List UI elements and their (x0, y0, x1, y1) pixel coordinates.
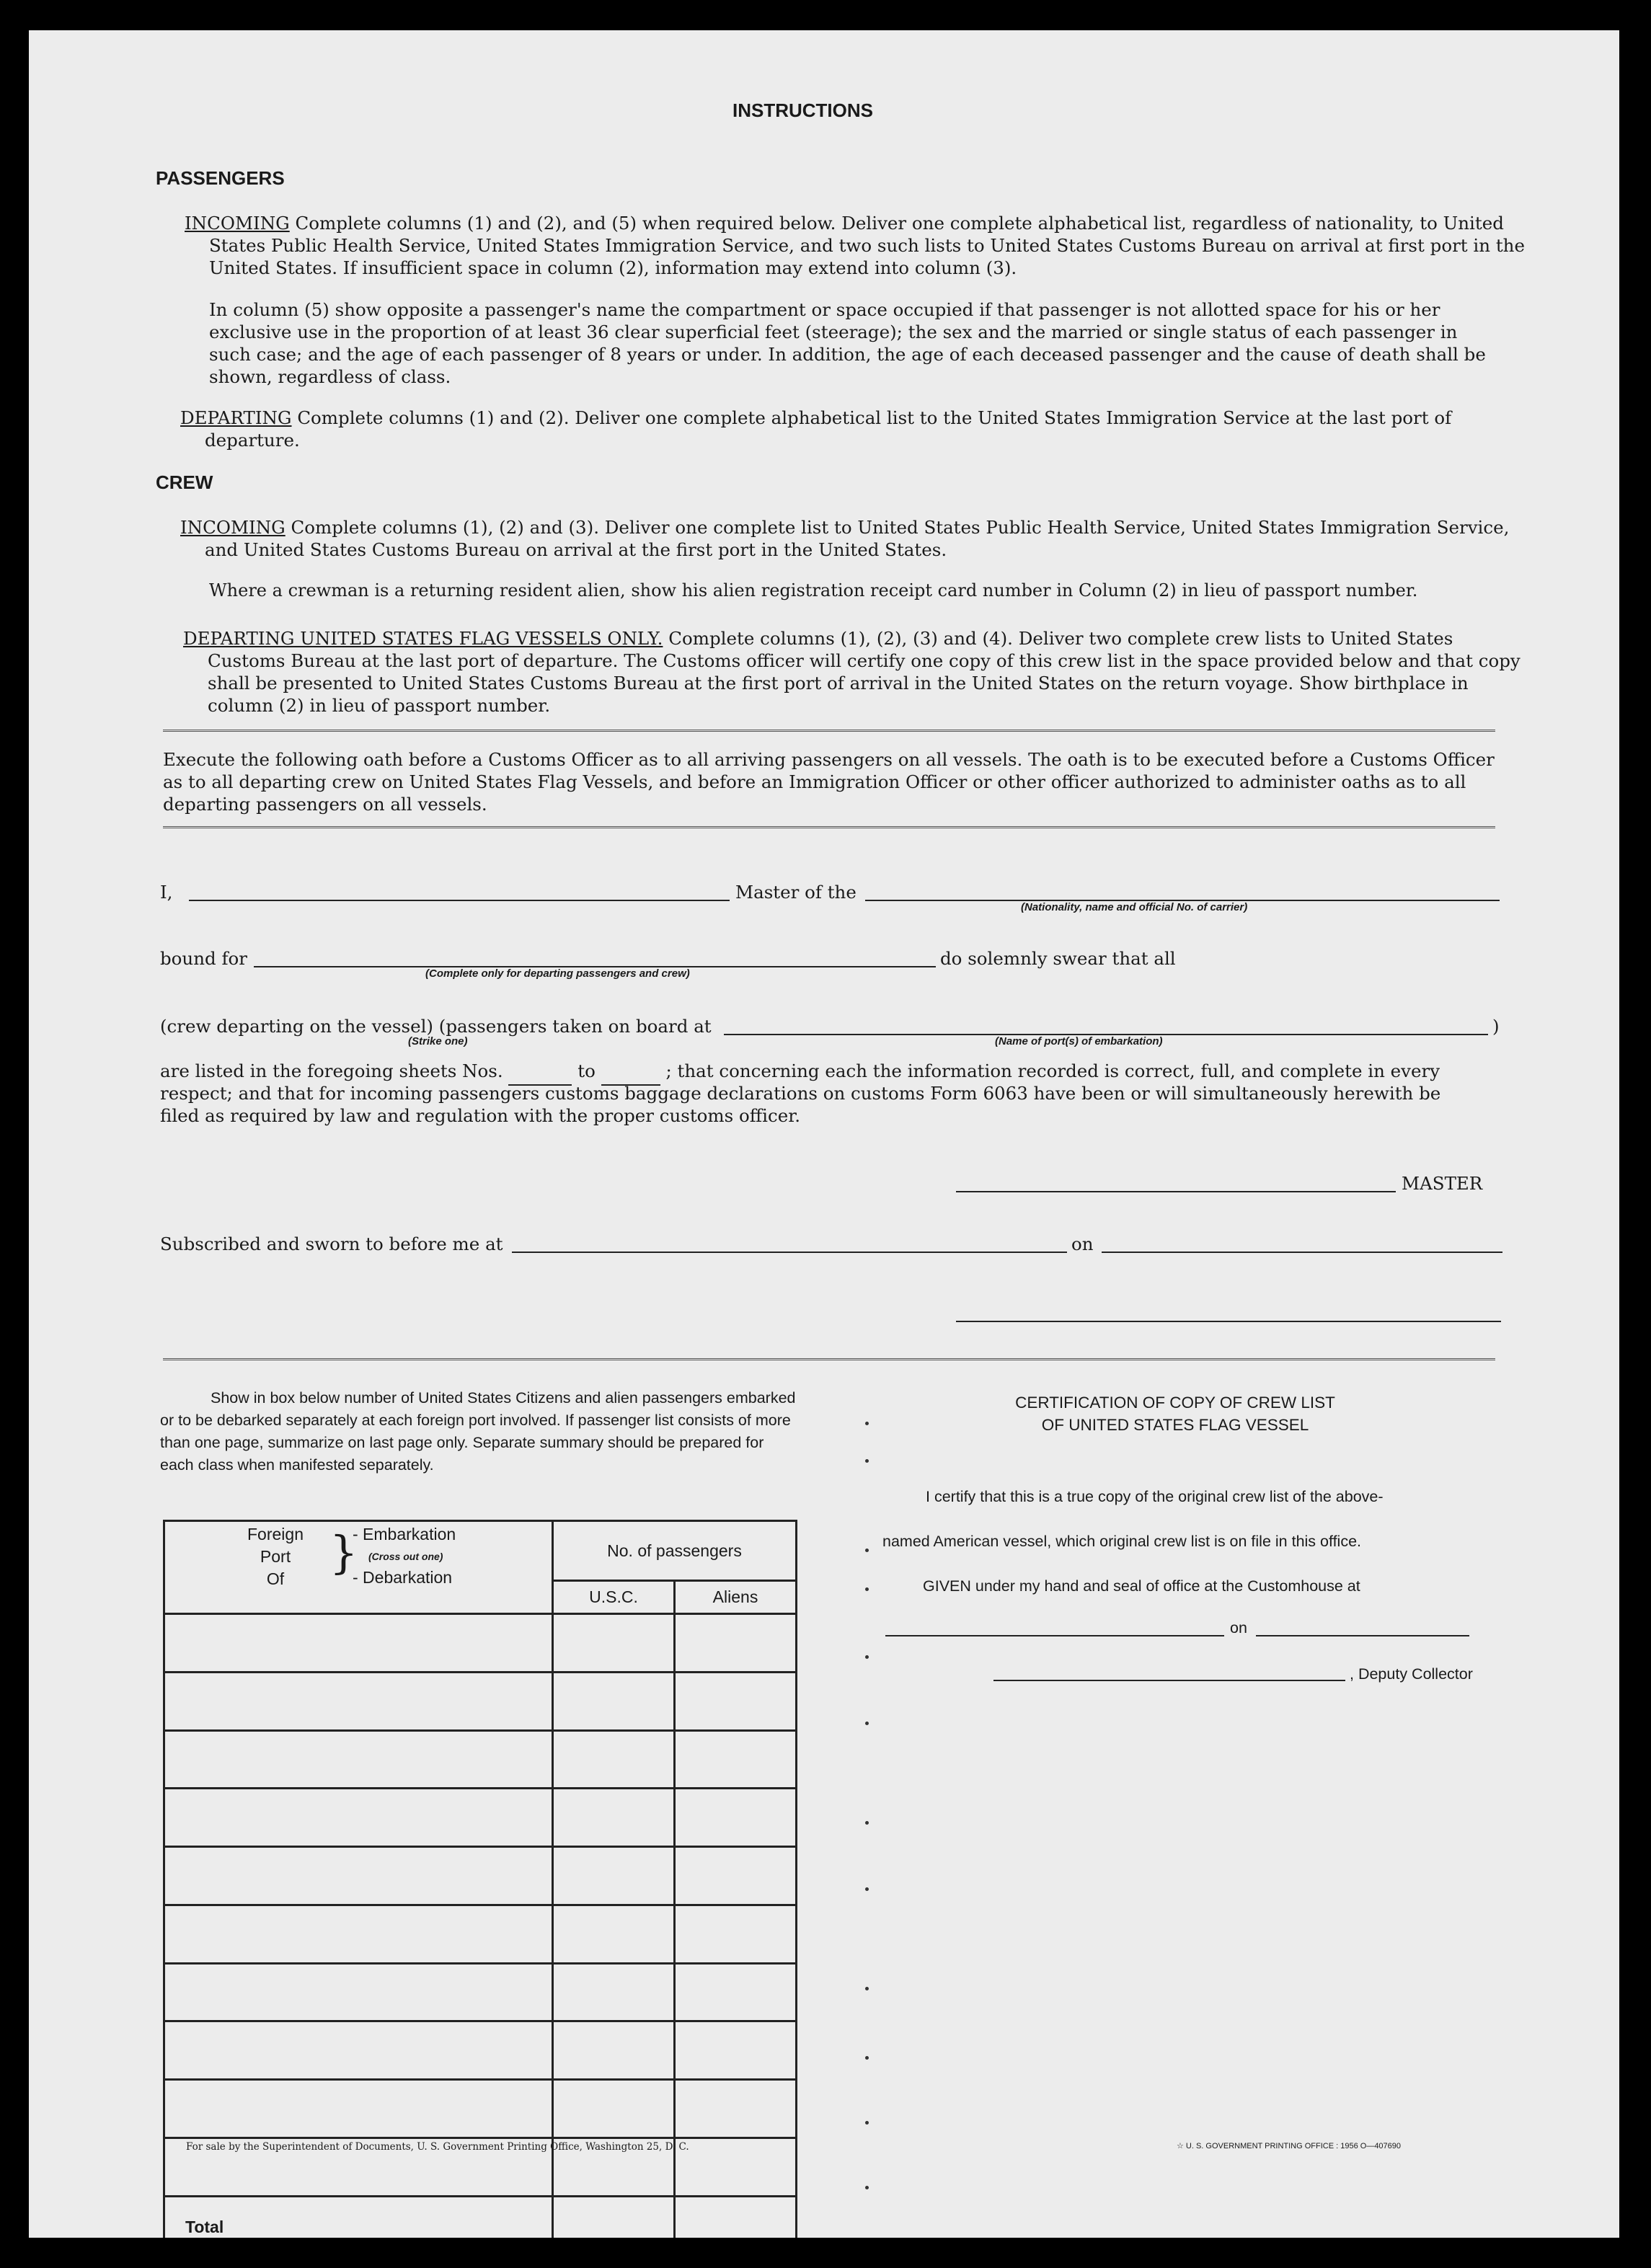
divider (163, 1358, 1495, 1360)
passengers-incoming-paragraph (185, 212, 1528, 279)
port-cell[interactable] (164, 1905, 553, 1963)
strike-caption: (Strike one) (408, 1035, 468, 1047)
aliens-cell[interactable] (675, 1614, 797, 1673)
certification-heading (923, 1391, 1428, 1436)
scan-dot (865, 2121, 869, 2125)
carrier-caption: (Nationality, name and official No. of carrier) (1021, 901, 1248, 913)
aliens-cell[interactable] (675, 2080, 797, 2138)
listed-text-a: are listed in the foregoing sheets Nos. (160, 1060, 503, 1081)
form-page (29, 30, 1619, 2238)
given-text: GIVEN under my hand and seal of office at the Customhouse at (923, 1577, 1360, 1595)
port-label: Port (260, 1547, 291, 1566)
cross-out-caption: (Cross out one) (368, 1551, 443, 1562)
usc-cell[interactable] (553, 1963, 675, 2021)
table-row (164, 1789, 797, 1847)
crew-incoming-label: INCOMING (180, 517, 286, 538)
passengers-incoming-text: Complete columns (1) and (2), and (5) when required below. Deliver one complete alphabetical list, regardless of nationality, to United States Public Health Service, United States Immigration Service, and two such lists to United States Customs Bureau on arrival at first port in the United States. If insufficient space in column (2), information may extend into column (3). (209, 213, 1525, 278)
of-label: Of (266, 1569, 285, 1588)
port-cell[interactable] (164, 2021, 553, 2080)
no-passengers-header: No. of passengers (553, 1521, 797, 1581)
aliens-header: Aliens (675, 1581, 797, 1614)
embarkation-label: - Embarkation (353, 1525, 456, 1543)
scan-dot (865, 1821, 869, 1825)
crew-incoming-paragraph (180, 516, 1524, 561)
total-aliens-cell[interactable] (675, 2196, 797, 2238)
master-name-field[interactable] (189, 900, 730, 901)
aliens-cell[interactable] (675, 1963, 797, 2021)
crew-resident-paragraph: Where a crewman is a returning resident alien, show his alien registration receipt card number in Column (2) in lieu of passport number. (209, 580, 1418, 601)
table-row (164, 2021, 797, 2080)
table-row (164, 1672, 797, 1730)
table-row (164, 1614, 797, 1673)
subscribed-place-field[interactable] (512, 1252, 1067, 1253)
port-caption: (Name of port(s) of embarkation) (995, 1035, 1163, 1047)
port-cell[interactable] (164, 1963, 553, 2021)
table-row (164, 1905, 797, 1963)
customhouse-field[interactable] (885, 1635, 1224, 1636)
scan-dot (865, 1422, 869, 1425)
bound-caption: (Complete only for departing passengers and crew) (425, 967, 690, 980)
scan-dot (865, 1655, 869, 1659)
listed-to: to (577, 1060, 596, 1081)
close-paren: ) (1492, 1016, 1500, 1037)
crew-departing-text: Complete columns (1), (2), (3) and (4). Deliver two complete crew lists to United States Customs Bureau at the last port of departure. The Customs officer will certify one copy of this crew list in the space provided below and that copy shall be presented to United States Customs Bureau at the first port of arrival in the United States on the return voyage. Show birthplace in column (2) in lieu of passport number. (208, 628, 1521, 716)
foreign-label: Foreign (247, 1525, 304, 1543)
usc-cell[interactable] (553, 1730, 675, 1789)
usc-cell[interactable] (553, 1847, 675, 1905)
listed-text-b: ; that concerning each the information recorded is correct, full, and complete in every (665, 1060, 1440, 1081)
scan-dot (865, 1587, 869, 1591)
crew-departing-paragraph (183, 627, 1527, 717)
total-usc-cell[interactable] (553, 2196, 675, 2238)
certification-text-1: I certify that this is a true copy of the original crew list of the above- (926, 1488, 1384, 1505)
aliens-cell[interactable] (675, 1905, 797, 1963)
cert-on-label: on (1230, 1619, 1247, 1636)
table-row (164, 2080, 797, 2138)
table-row (164, 1730, 797, 1789)
deputy-collector-label: , Deputy Collector (1350, 1665, 1473, 1683)
master-of-label: Master of the (735, 882, 857, 903)
crew-incoming-text: Complete columns (1), (2) and (3). Deliver one complete list to United States Public Health Service, United States Immigration Service, and United States Customs Bureau on arrival at the first port in the United States. (205, 517, 1510, 560)
listed-line-2: respect; and that for incoming passengers customs baggage declarations on customs Form 6063 have been or will simultaneously herewith be (160, 1083, 1441, 1104)
passengers-departing-text: Complete columns (1) and (2). Deliver one complete alphabetical list to the United States Immigration Service at the last port of departure. (205, 407, 1452, 451)
certification-heading-line1: CERTIFICATION OF COPY OF CREW LIST (1015, 1394, 1335, 1412)
scan-dot (865, 1459, 869, 1463)
deputy-collector-field[interactable] (993, 1680, 1345, 1681)
divider (163, 826, 1495, 828)
certification-text-2: named American vessel, which original crew list is on file in this office. (882, 1533, 1362, 1550)
usc-cell[interactable] (553, 1614, 675, 1673)
scan-dot (865, 1722, 869, 1725)
scan-dot (865, 1987, 869, 1990)
master-signature-field[interactable] (956, 1191, 1396, 1192)
oath-i-label: I, (160, 882, 173, 903)
port-cell[interactable] (164, 1614, 553, 1673)
aliens-cell[interactable] (675, 1789, 797, 1847)
passengers-incoming-label: INCOMING (185, 213, 290, 234)
swear-label: do solemnly swear that all (940, 948, 1176, 969)
aliens-cell[interactable] (675, 2021, 797, 2080)
passenger-summary-table (163, 1520, 797, 2238)
listed-line-3: filed as required by law and regulation with the proper customs officer. (160, 1105, 801, 1126)
aliens-cell[interactable] (675, 1847, 797, 1905)
aliens-cell[interactable] (675, 1730, 797, 1789)
usc-cell[interactable] (553, 2080, 675, 2138)
divider (163, 730, 1495, 732)
passengers-departing-paragraph (180, 407, 1524, 451)
passengers-column5-paragraph: In column (5) show opposite a passenger's name the compartment or space occupied if that passenger is not allotted space for his or her exclusive use in the proportion of at least 36 clear superficial feet (steerage); the sex and the married or single status of each passenger in such case; and the age of each passenger of 8 years or under. In addition, the age of each deceased passenger and the cause of death shall be shown, regardless of class. (209, 299, 1486, 387)
officer-signature-field[interactable] (956, 1321, 1501, 1322)
total-label: Total (164, 2196, 553, 2238)
usc-cell[interactable] (553, 1789, 675, 1847)
footer-right: ☆ U. S. GOVERNMENT PRINTING OFFICE : 1956 O—407690 (1177, 2142, 1402, 2150)
port-cell[interactable] (164, 1730, 553, 1789)
passengers-departing-label: DEPARTING (180, 407, 292, 428)
scan-dot (865, 1549, 869, 1552)
passengers-heading: PASSENGERS (156, 167, 285, 189)
foreign-port-header (164, 1521, 553, 1614)
port-cell[interactable] (164, 1672, 553, 1730)
subscribed-on-label: on (1071, 1233, 1094, 1254)
subscribed-label: Subscribed and sworn to before me at (160, 1233, 503, 1254)
crew-heading: CREW (156, 471, 213, 493)
usc-cell[interactable] (553, 1905, 675, 1963)
usc-header: U.S.C. (553, 1581, 675, 1614)
scan-dot (865, 2056, 869, 2060)
bound-for-label: bound for (160, 948, 247, 969)
subscribed-date-field[interactable] (1102, 1252, 1502, 1253)
usc-cell[interactable] (553, 1672, 675, 1730)
scan-dot (865, 1887, 869, 1891)
scan-dot (865, 2186, 869, 2189)
certification-heading-line2: OF UNITED STATES FLAG VESSEL (1041, 1416, 1309, 1434)
page-title: INSTRUCTIONS (732, 99, 873, 121)
port-cell[interactable] (164, 1847, 553, 1905)
cert-date-field[interactable] (1256, 1635, 1469, 1636)
aliens-cell[interactable] (675, 1672, 797, 1730)
crew-departing-label: DEPARTING UNITED STATES FLAG VESSELS ONLY. (183, 628, 663, 649)
master-label: MASTER (1402, 1173, 1483, 1194)
table-row (164, 1847, 797, 1905)
aliens-cell[interactable] (675, 2138, 797, 2196)
port-cell[interactable] (164, 2080, 553, 2138)
brace-icon: } (329, 1526, 358, 1579)
oath-instruction: Execute the following oath before a Customs Officer as to all arriving passengers on all vessels. The oath is to be executed before a Customs Officer as to all departing crew on United States Flag Vessels, and before an Immigration Officer or other officer authorized to administer oaths as to all departing passengers on all vessels. (163, 749, 1495, 815)
port-cell[interactable] (164, 1789, 553, 1847)
summary-instruction: Show in box below number of United States Citizens and alien passengers embarked or to be debarked separately at each foreign port involved. If passenger list consists of more than one page, summarize on last page only. Separate summary should be prepared for each class when manifested separately. (160, 1389, 796, 1474)
crew-departing-label: (crew departing on the vessel) (passengers taken on board at (160, 1016, 712, 1037)
footer-left: For sale by the Superintendent of Documents, U. S. Government Printing Office, Washington 25, D. C. (186, 2141, 689, 2153)
table-row (164, 1963, 797, 2021)
debarkation-label: - Debarkation (353, 1568, 453, 1587)
usc-cell[interactable] (553, 2021, 675, 2080)
